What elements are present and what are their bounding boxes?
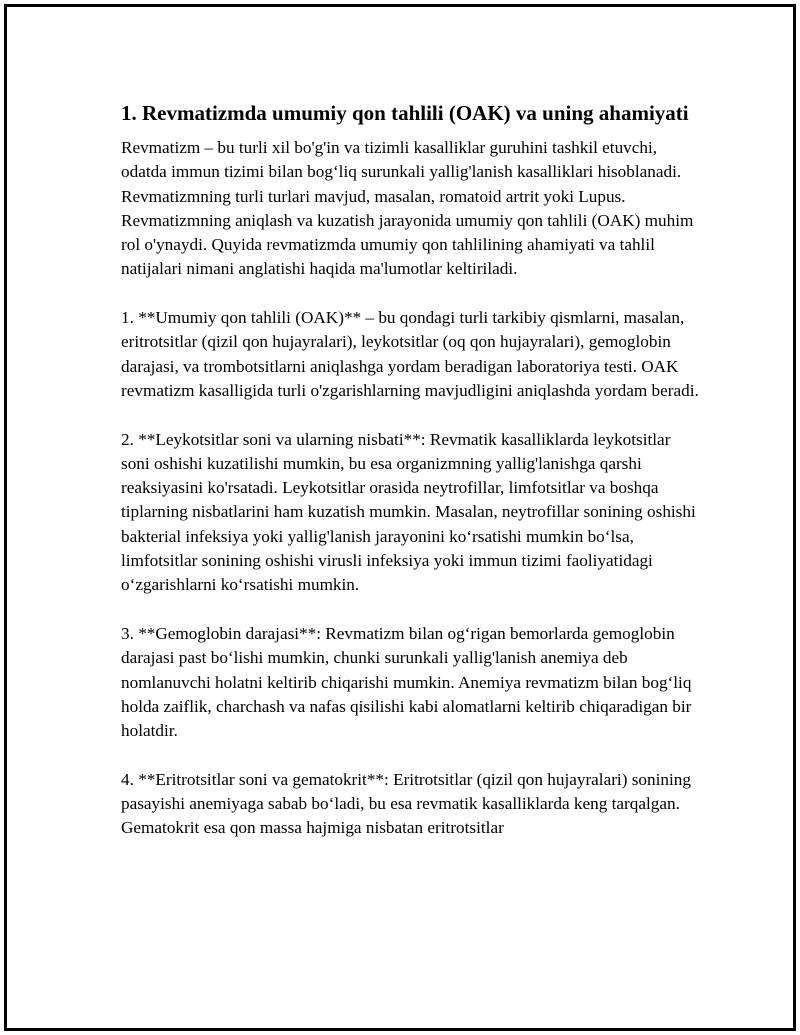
paragraph-item-1: 1. **Umumiy qon tahlili (OAK)** – bu qondagi turli tarkibiy qismlarni, masalan, eritrotsitlar (qizil qon hujayralari), leykotsitlar (oq qon hujayralari), gemoglobin darajasi, va trombotsitlarni aniqlashga yordam beradigan laboratoriya testi. OAK revmatizm kasalligida turli o'zgarishlarning mavjudligini aniqlashda yordam beradi. xyxy=(121,308,699,400)
document-body xyxy=(121,100,701,841)
document-title: 1. Revmatizmda umumiy qon tahlili (OAK) va uning ahamiyati xyxy=(121,101,689,125)
paragraph-item-4: 4. **Eritrotsitlar soni va gematokrit**: Eritrotsitlar (qizil qon hujayralari) sonining pasayishi anemiyaga sabab bo‘ladi, bu esa revmatik kasalliklarda keng tarqalgan. Gematokrit esa qon massa hajmiga nisbatan eritrotsitlar xyxy=(121,769,691,838)
paragraph-item-2: 2. **Leykotsitlar soni va ularning nisbati**: Revmatik kasalliklarda leykotsitlar soni oshishi kuzatilishi mumkin, bu esa organizmning yallig'lanishga qarshi reaksiyasini ko'rsatadi. Leykotsitlar orasida neytrofillar, limfotsitlar va boshqa tiplarning nisbatlarini ham kuzatish mumkin. Masalan, neytrofillar sonining oshishi bakterial infeksiya yoki yallig'lanish jarayonini ko‘rsatishi mumkin bo‘lsa, limfotsitlar sonining oshishi virusli infeksiya yoki immun tizimi faoliyatidagi o‘zgarishlarni ko‘rsatishi mumkin. xyxy=(121,429,696,595)
document-page xyxy=(4,4,796,1031)
paragraph-item-3: 3. **Gemoglobin darajasi**: Revmatizm bilan og‘rigan bemorlarda gemoglobin darajasi past bo‘lishi mumkin, chunki surunkali yallig'lanish anemiya deb nomlanuvchi holatni keltirib chiqarishi mumkin. Anemiya revmatizm bilan bog‘liq holda zaiflik, charchash va nafas qisilishi kabi alomatlarni keltirib chiqaradigan bir holatdir. xyxy=(121,623,692,741)
paragraph-intro: Revmatizm – bu turli xil bo'g'in va tizimli kasalliklar guruhini tashkil etuvchi, odatda immun tizimi bilan bog‘liq surunkali yallig'lanish kasalliklari hisoblanadi. Revmatizmning turli turlari mavjud, masalan, romatoid artrit yoki Lupus. Revmatizmning aniqlash va kuzatish jarayonida umumiy qon tahlili (OAK) muhim rol o'ynaydi. Quyida revmatizmda umumiy qon tahlilining ahamiyati va tahlil natijalari nimani anglatishi haqida ma'lumotlar keltiriladi. xyxy=(121,138,694,279)
